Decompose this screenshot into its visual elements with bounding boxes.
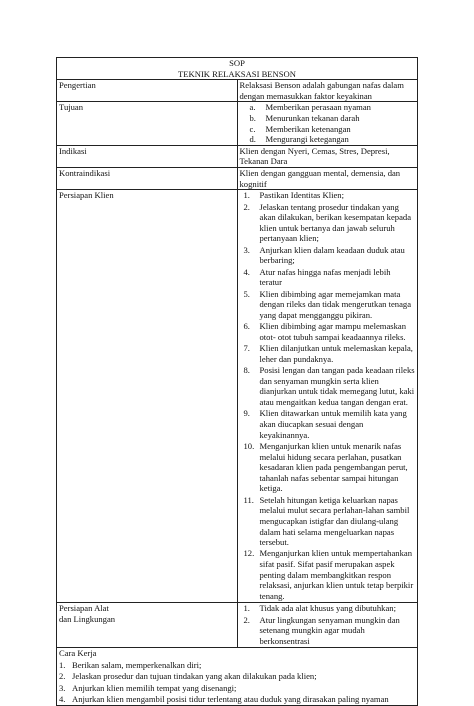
- header-sop: SOP: [229, 58, 245, 68]
- list-text: Memberikan ketenangan: [265, 123, 351, 134]
- row-persiapan-klien: [57, 190, 418, 603]
- list-marker: 11.: [243, 494, 254, 505]
- list-item: [240, 615, 416, 647]
- row-cara-kerja: [57, 648, 418, 706]
- list-marker: a.: [249, 102, 256, 113]
- list-item: [240, 289, 416, 321]
- list-marker: 4.: [243, 266, 250, 277]
- list-marker: 1.: [243, 190, 250, 201]
- tujuan-list: [240, 102, 416, 144]
- list-text: Menurunkan tekanan darah: [265, 112, 360, 123]
- list-text: Tidak ada alat khusus yang dibutuhkan;: [259, 603, 396, 614]
- cell-persiapan-klien: [237, 190, 418, 603]
- text-indikasi: Klien dengan Nyeri, Cemas, Stres, Depresi, Tekanan Dara: [237, 145, 418, 167]
- text-pengertian: Relaksasi Benson adalah gabungan nafas dalam dengan memasukkan faktor keyakinan: [237, 80, 418, 102]
- list-item: [240, 267, 416, 288]
- list-item: [240, 603, 416, 614]
- table-header: [57, 58, 418, 80]
- list-text: Menganjurkan klien untuk menarik nafas melalui hidung secara perlahan, pusatkan kesadaran klien pada pengembangan perut, tahanlah nafas sebentar sampai hitungan ketiga.: [259, 440, 408, 494]
- row-kontraindikasi: [57, 167, 418, 189]
- label-pengertian: Pengertian: [57, 80, 238, 102]
- text-kontraindikasi: Klien dengan gangguan mental, demensia, dan kognitif: [237, 167, 418, 189]
- label-line: dan Lingkungan: [59, 613, 116, 624]
- list-item: [240, 408, 416, 440]
- list-item: [240, 365, 416, 407]
- list-marker: 8.: [243, 365, 250, 376]
- list-text: Anjurkan klien mengambil posisi tidur terlentang atau duduk yang dirasakan paling nyaman: [72, 693, 389, 704]
- list-marker: 2.: [243, 614, 250, 625]
- list-marker: 3.: [243, 244, 250, 255]
- list-marker: b.: [249, 112, 256, 123]
- list-item: [240, 190, 416, 201]
- list-item: [240, 202, 416, 244]
- list-text: Klien dibimbing agar memejamkan mata dengan rileks dan tidak mengerutkan tenaga yang dapat mengganggu pikiran.: [259, 288, 412, 320]
- list-text: Memberikan perasaan nyaman: [265, 102, 371, 113]
- list-text: Berikan salam, memperkenalkan diri;: [72, 659, 202, 670]
- cara-kerja-title: Cara Kerja: [59, 648, 97, 659]
- list-text: Klien ditawarkan untuk memilih kata yang akan diucapkan sesuai dengan keyakinannya.: [259, 408, 407, 440]
- list-text: Anjurkan klien dalam keadaan duduk atau berbaring;: [259, 244, 405, 266]
- list-marker: d.: [249, 134, 256, 145]
- list-item: [240, 441, 416, 494]
- list-item: [59, 671, 415, 682]
- persiapan-klien-list: [240, 190, 416, 601]
- cara-kerja-list: [59, 660, 415, 705]
- list-item: [240, 113, 416, 124]
- list-marker: 4.: [59, 693, 66, 704]
- row-tujuan: [57, 102, 418, 145]
- list-text: Pastikan Identitas Klien;: [259, 190, 344, 201]
- list-item: [59, 660, 415, 671]
- label-persiapan-klien: Persiapan Klien: [57, 190, 238, 603]
- label-kontraindikasi: Kontraindikasi: [57, 167, 238, 189]
- list-marker: 2.: [243, 201, 250, 212]
- list-marker: 6.: [243, 321, 250, 332]
- label-tujuan: Tujuan: [57, 102, 238, 145]
- list-marker: 12.: [243, 548, 255, 559]
- list-item: [240, 495, 416, 548]
- list-text: Atur lingkungan senyaman mungkin dan setenang mungkin agar mudah berkonsentrasi: [259, 614, 400, 646]
- list-marker: 3.: [59, 682, 66, 693]
- list-marker: 1.: [59, 659, 66, 670]
- header-title: TEKNIK RELAKSASI BENSON: [178, 68, 296, 79]
- row-indikasi: [57, 145, 418, 167]
- list-text: Posisi lengan dan tangan pada keadaan rileks dan senyaman mungkin serta klien dianjurkan untuk tidak memegang lutut, kaki atau mengaitkan kedua tangan dengan erat.: [259, 365, 415, 407]
- list-item: [59, 683, 415, 694]
- row-persiapan-alat: [57, 603, 418, 648]
- list-item: [240, 124, 416, 135]
- cell-persiapan-alat: [237, 603, 418, 648]
- list-item: [240, 548, 416, 601]
- label-persiapan-alat: [57, 603, 238, 648]
- cell-tujuan: [237, 102, 418, 145]
- list-item: [59, 694, 415, 705]
- list-item: [240, 134, 416, 145]
- row-pengertian: [57, 80, 418, 102]
- list-item: [240, 343, 416, 364]
- cell-cara-kerja: [57, 648, 418, 706]
- persiapan-alat-list: [240, 603, 416, 646]
- sop-table: [56, 57, 418, 706]
- list-marker: 1.: [243, 603, 250, 614]
- list-text: Anjurkan klien memilih tempat yang disenangi;: [72, 682, 237, 693]
- list-item: [240, 321, 416, 342]
- list-item: [240, 245, 416, 266]
- list-text: Atur nafas hingga nafas menjadi lebih teratur: [259, 266, 391, 288]
- list-text: Setelah hitungan ketiga keluarkan napas melalui mulut secara perlahan-lahan sambil mengucapkan istigfar dan diulang-ulang dalam hati selama mengeluarkan napas tersebut.: [259, 494, 410, 548]
- list-text: Klien dibimbing agar mampu melemaskan otot- otot tubuh sampai keadaannya rileks.: [259, 321, 407, 342]
- list-marker: 9.: [243, 408, 250, 419]
- list-text: Mengurangi ketegangan: [265, 134, 349, 145]
- label-indikasi: Indikasi: [57, 145, 238, 167]
- list-marker: 10.: [243, 440, 255, 451]
- list-marker: c.: [249, 123, 256, 134]
- header-row: [57, 58, 418, 80]
- list-item: [240, 102, 416, 113]
- label-line: Persiapan Alat: [59, 603, 109, 614]
- list-text: Jelaskan prosedur dan tujuan tindakan yang akan dilakukan pada klien;: [72, 671, 317, 682]
- list-text: Jelaskan tentang prosedur tindakan yang akan dilakukan, berikan kesempatan kepada klien untuk bertanya dan jawab seluruh pertanyaan klien;: [259, 201, 412, 244]
- list-marker: 2.: [59, 671, 66, 682]
- list-marker: 7.: [243, 343, 250, 354]
- list-text: Klien dilanjutkan untuk melemaskan kepala, leher dan pundaknya.: [259, 343, 413, 364]
- list-marker: 5.: [243, 288, 250, 299]
- list-text: Menganjurkan klien untuk mempertahankan sifat pasif. Sifat pasif merupakan aspek penting dalam membangkitkan respon relaksasi, anjurkan klien untuk tetap berpikir tenang.: [259, 548, 414, 601]
